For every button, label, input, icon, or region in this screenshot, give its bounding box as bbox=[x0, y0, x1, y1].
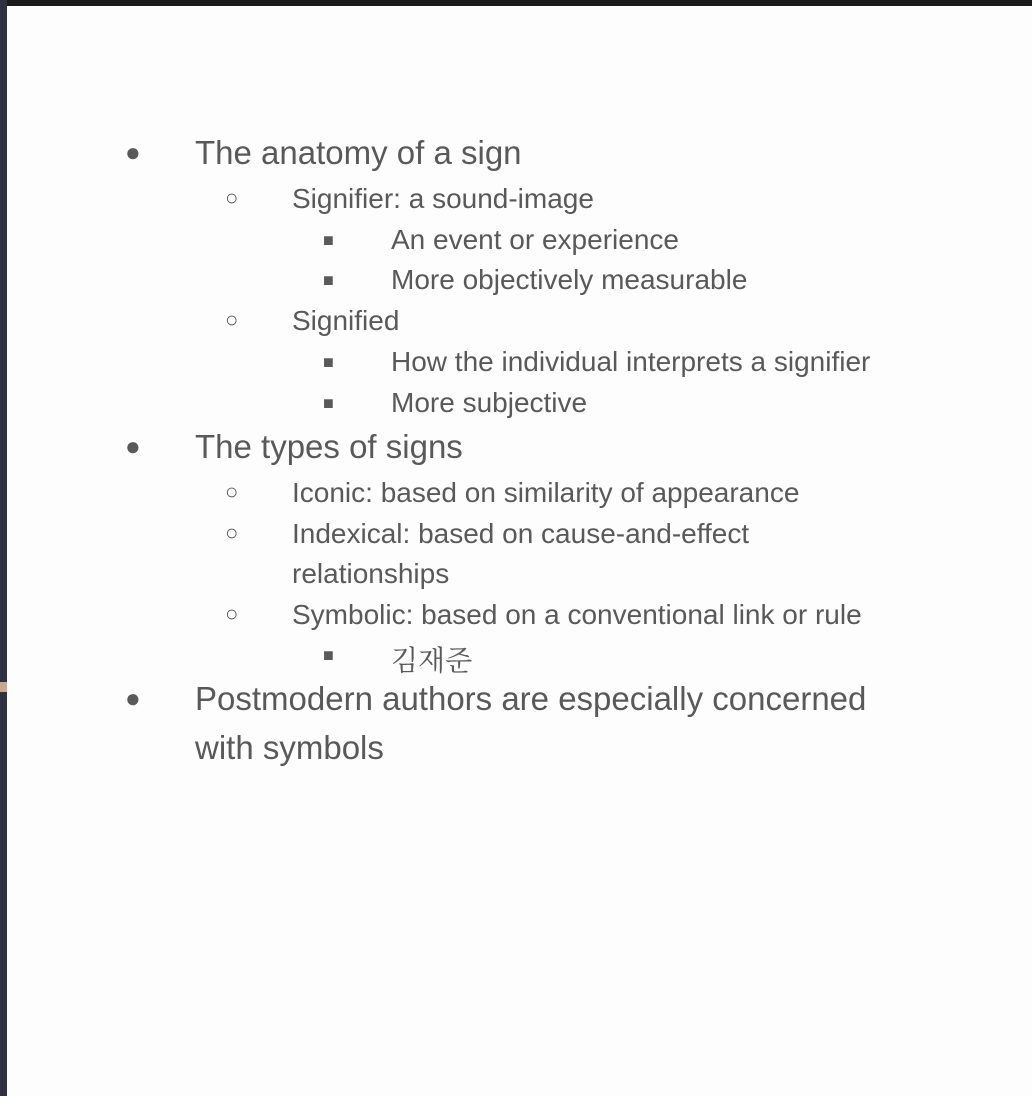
outline-item-text: Iconic: based on similarity of appearance bbox=[292, 477, 800, 508]
outline-item-types bbox=[125, 428, 463, 466]
outline-item-symbolic bbox=[225, 599, 862, 631]
outline-item-indexical-continued bbox=[292, 558, 449, 590]
outline-item-indexical bbox=[225, 518, 750, 550]
outline-item-text: An event or experience bbox=[391, 224, 679, 255]
outline-item-signifier bbox=[225, 183, 594, 215]
outline-item-text: Indexical: based on cause-and-effect bbox=[292, 518, 750, 549]
outline-item-interprets bbox=[323, 346, 871, 378]
bullet-square-icon: ■ bbox=[323, 230, 334, 250]
outline-item-text: with symbols bbox=[195, 729, 384, 766]
bullet-square-icon: ■ bbox=[323, 645, 334, 665]
bullet-square-icon: ■ bbox=[323, 270, 334, 290]
bullet-circle-icon: ○ bbox=[225, 185, 239, 210]
bullet-disc-icon: ● bbox=[125, 683, 141, 713]
outline-item-text: How the individual interprets a signifier bbox=[391, 346, 871, 377]
bullet-circle-icon: ○ bbox=[225, 601, 239, 626]
outline-item-text: Signifier: a sound-image bbox=[292, 183, 594, 214]
window-left-border bbox=[0, 0, 7, 1096]
bullet-square-icon: ■ bbox=[323, 352, 334, 372]
outline-item-text: Postmodern authors are especially concerned bbox=[195, 680, 867, 717]
bullet-square-icon: ■ bbox=[323, 393, 334, 413]
outline-item-text: More subjective bbox=[391, 387, 588, 418]
outline-item-text: Symbolic: based on a conventional link or rule bbox=[292, 599, 862, 630]
outline-item-iconic bbox=[225, 477, 800, 509]
outline-item-anatomy bbox=[125, 134, 522, 172]
bullet-disc-icon: ● bbox=[125, 137, 141, 167]
bullet-circle-icon: ○ bbox=[225, 307, 239, 332]
outline-item-postmodern-continued bbox=[195, 729, 384, 767]
outline-item-objective bbox=[323, 264, 748, 296]
outline-item-text: The types of signs bbox=[195, 428, 463, 465]
outline-item-text: Signified bbox=[292, 305, 400, 336]
outline-item-signified bbox=[225, 305, 400, 337]
outline-item-event bbox=[323, 224, 679, 256]
bullet-circle-icon: ○ bbox=[225, 479, 239, 504]
outline-item-text: The anatomy of a sign bbox=[195, 134, 522, 171]
outline-item-korean-name bbox=[323, 639, 473, 679]
bullet-circle-icon: ○ bbox=[225, 520, 239, 545]
outline-item-subjective bbox=[323, 387, 588, 419]
outline-item-postmodern bbox=[125, 680, 867, 718]
outline-item-text: More objectively measurable bbox=[391, 264, 748, 295]
slide-canvas bbox=[7, 6, 1032, 1096]
outline-item-text: relationships bbox=[292, 558, 450, 589]
outline-item-text: 김재준 bbox=[391, 645, 473, 676]
left-edge-marker bbox=[0, 682, 7, 692]
bullet-disc-icon: ● bbox=[125, 431, 141, 461]
